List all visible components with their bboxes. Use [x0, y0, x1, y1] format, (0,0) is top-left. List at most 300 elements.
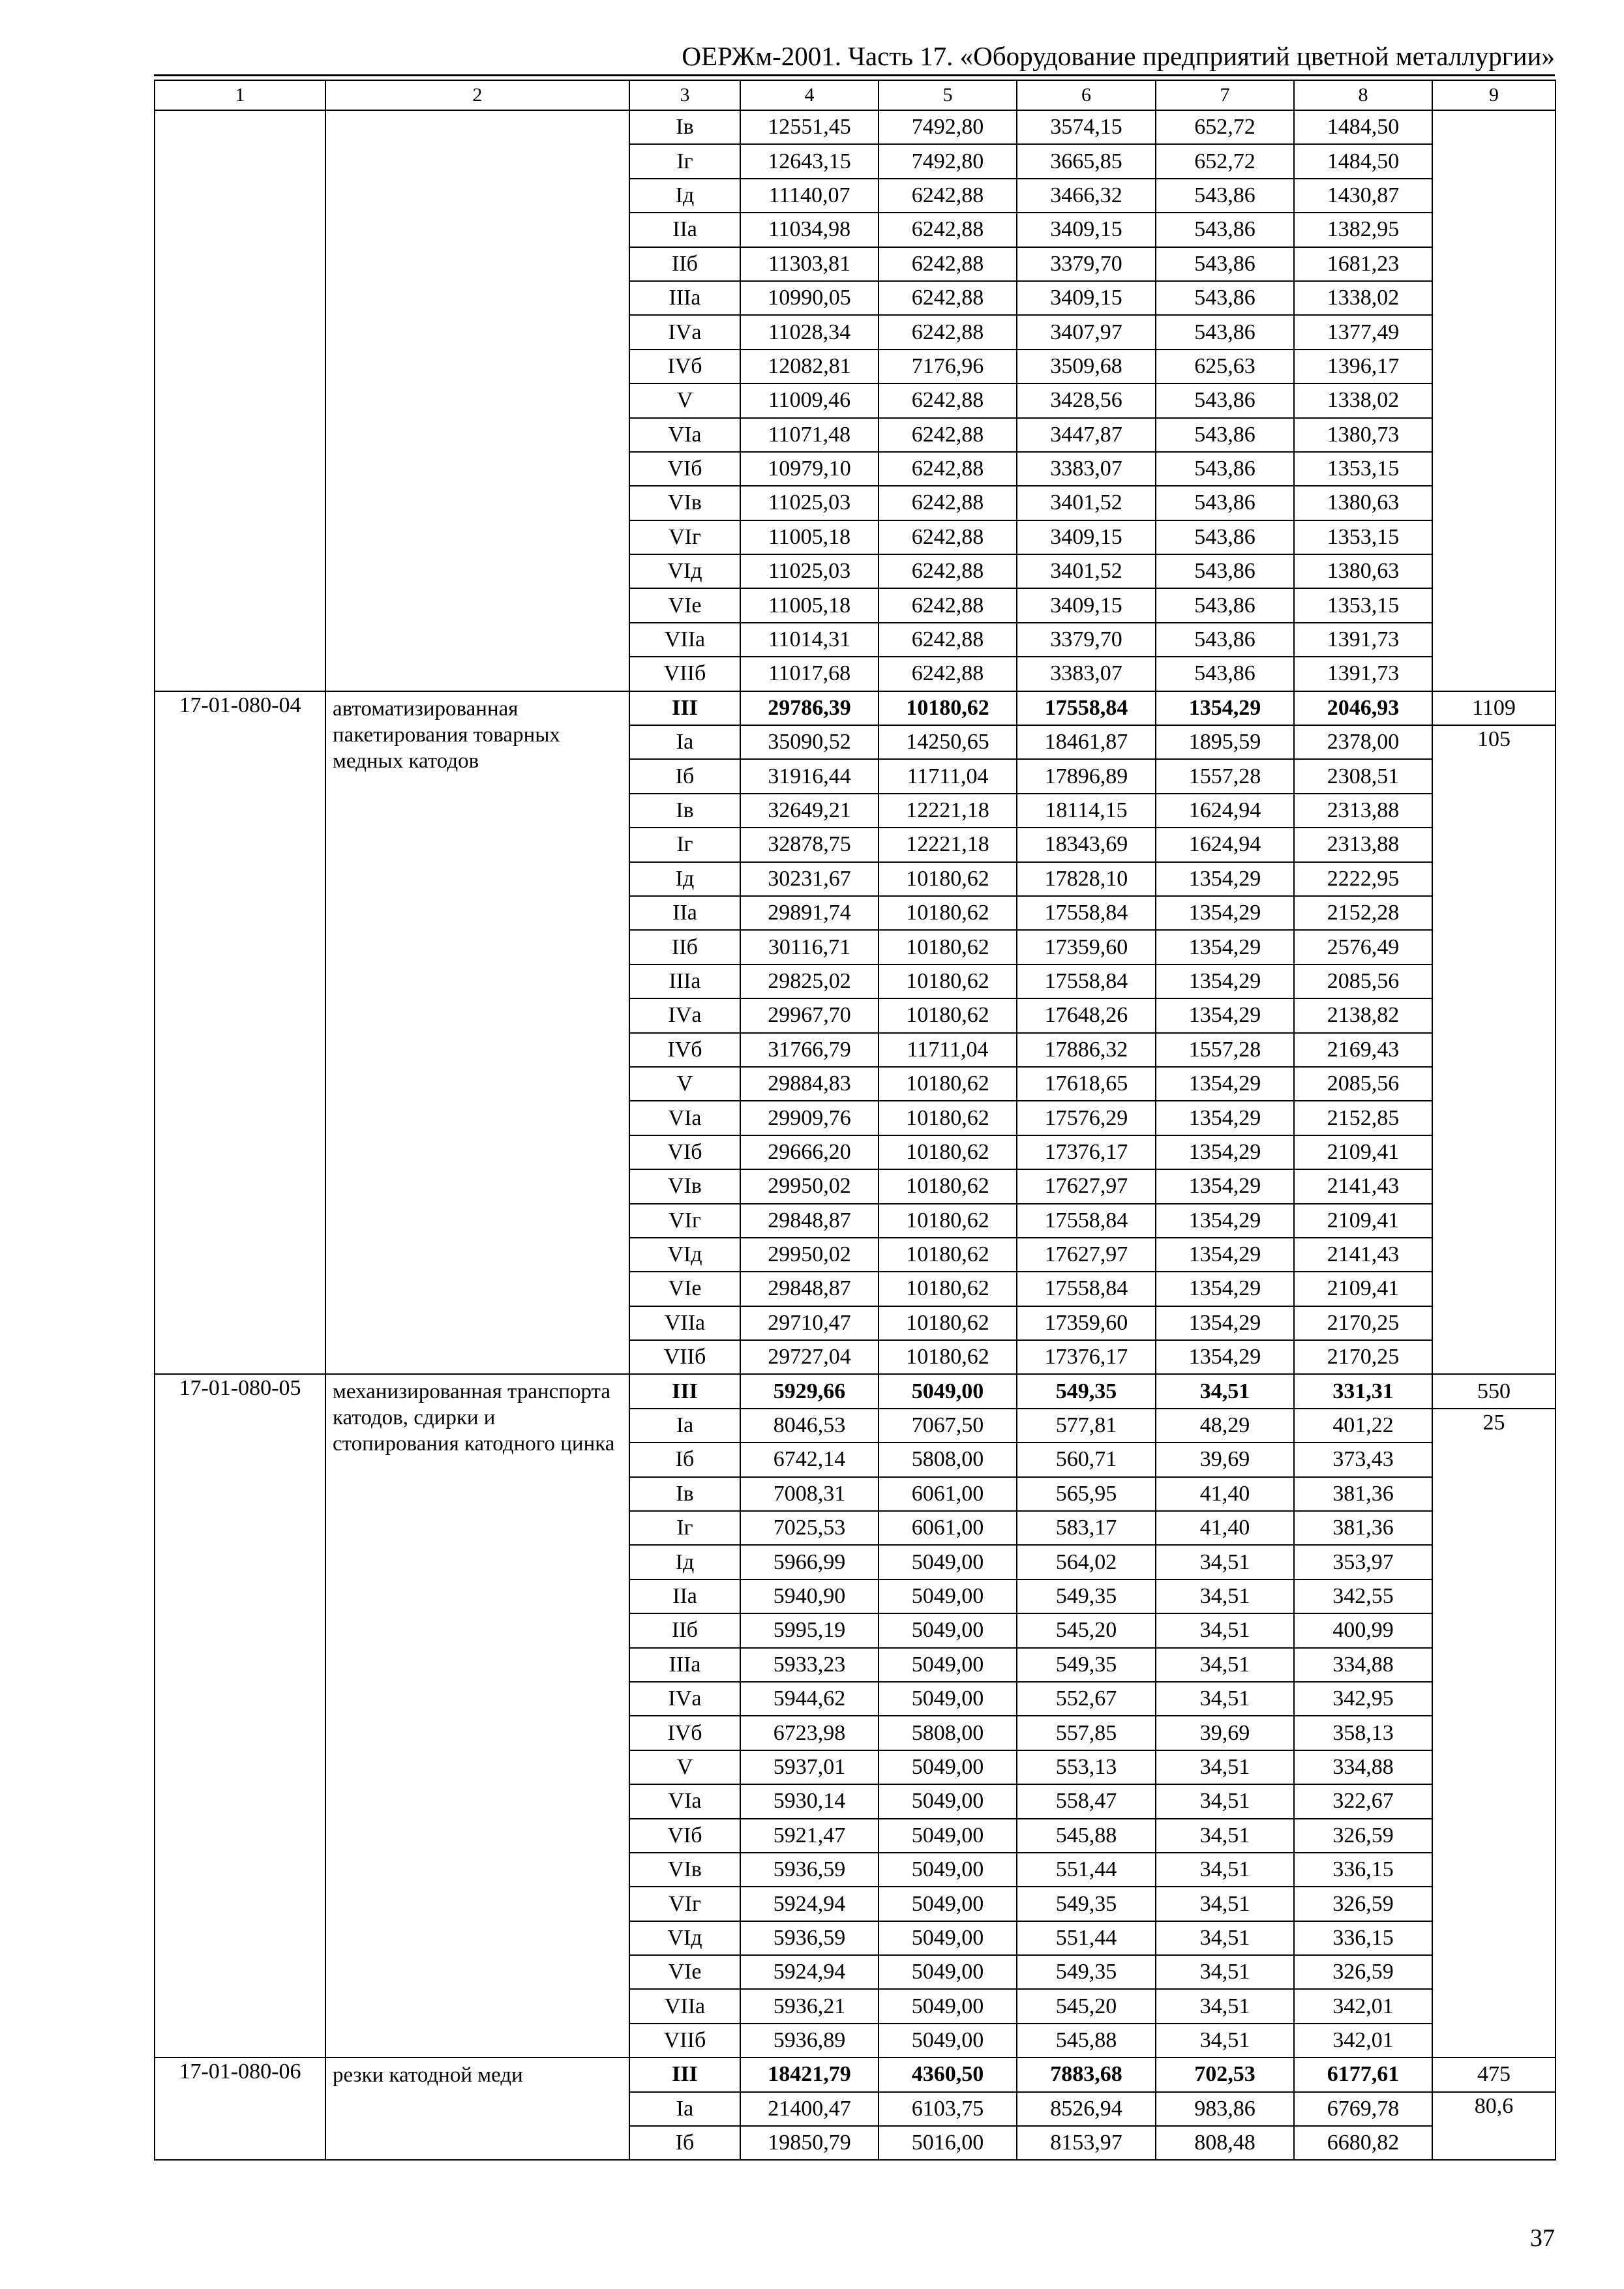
- labor-cost-cell: 5049,00: [879, 1853, 1017, 1887]
- materials-cost-cell: 401,22: [1294, 1409, 1432, 1443]
- operator-wage-cell: 34,51: [1156, 1579, 1294, 1613]
- total-cost-cell: 11140,07: [740, 179, 879, 213]
- operator-wage-cell: 543,86: [1156, 657, 1294, 691]
- page-number: 37: [1530, 2224, 1555, 2252]
- labor-cost-cell: 5049,00: [879, 1750, 1017, 1784]
- operator-wage-cell: 543,86: [1156, 623, 1294, 657]
- operator-wage-cell: 543,86: [1156, 520, 1294, 554]
- zone-cell: VIе: [629, 1955, 740, 1989]
- total-cost-cell: 32649,21: [740, 794, 879, 828]
- total-cost-cell: 5930,14: [740, 1784, 879, 1818]
- zone-cell: VIд: [629, 1238, 740, 1272]
- total-cost-cell: 5936,89: [740, 2024, 879, 2057]
- materials-cost-cell: 326,59: [1294, 1955, 1432, 1989]
- machine-cost-cell: 557,85: [1017, 1716, 1156, 1750]
- page-header: ОЕРЖм-2001. Часть 17. «Оборудование предприятий цветной металлургии»: [682, 41, 1555, 71]
- machine-cost-cell: 17376,17: [1017, 1135, 1156, 1169]
- total-cost-cell: 29950,02: [740, 1169, 879, 1203]
- table-row: [155, 110, 1556, 144]
- materials-cost-cell: 322,67: [1294, 1784, 1432, 1818]
- name-cell: [325, 110, 629, 691]
- labor-cost-cell: 5016,00: [879, 2126, 1017, 2160]
- machine-cost-cell: 3379,70: [1017, 247, 1156, 281]
- labor-cost-cell: 5049,00: [879, 1921, 1017, 1955]
- machine-cost-cell: 3401,52: [1017, 486, 1156, 520]
- total-cost-cell: 5936,59: [740, 1853, 879, 1887]
- operator-wage-cell: 34,51: [1156, 1784, 1294, 1818]
- machine-cost-cell: 565,95: [1017, 1477, 1156, 1511]
- column-number-cell: 8: [1294, 80, 1432, 110]
- machine-cost-cell: 3409,15: [1017, 281, 1156, 315]
- materials-cost-cell: 400,99: [1294, 1613, 1432, 1647]
- zone-cell: IIа: [629, 213, 740, 247]
- materials-cost-cell: 1377,49: [1294, 315, 1432, 349]
- operator-wage-cell: 1354,29: [1156, 862, 1294, 896]
- materials-cost-cell: 1396,17: [1294, 350, 1432, 383]
- zone-cell: VIв: [629, 1169, 740, 1203]
- zone-cell: VIIа: [629, 623, 740, 657]
- zone-cell: VIг: [629, 520, 740, 554]
- zone-cell: IIIа: [629, 1648, 740, 1682]
- materials-cost-cell: 1380,63: [1294, 554, 1432, 588]
- total-cost-cell: 5966,99: [740, 1545, 879, 1579]
- total-cost-cell: 8046,53: [740, 1409, 879, 1443]
- labor-cost-cell: 11711,04: [879, 759, 1017, 793]
- labor-cost-cell: 10180,62: [879, 1067, 1017, 1101]
- total-cost-cell: 29884,83: [740, 1067, 879, 1101]
- total-cost-cell: 10979,10: [740, 452, 879, 486]
- machine-cost-cell: 3401,52: [1017, 554, 1156, 588]
- total-cost-cell: 11005,18: [740, 588, 879, 622]
- labor-cost-cell: 6242,88: [879, 315, 1017, 349]
- materials-cost-cell: 2085,56: [1294, 1067, 1432, 1101]
- zone-cell: Iд: [629, 1545, 740, 1579]
- materials-cost-cell: 373,43: [1294, 1443, 1432, 1476]
- machine-cost-cell: 551,44: [1017, 1853, 1156, 1887]
- extra-cell: 105: [1432, 725, 1556, 1374]
- machine-cost-cell: 17558,84: [1017, 896, 1156, 930]
- labor-cost-cell: 5049,00: [879, 1374, 1017, 1408]
- zone-cell: Iа: [629, 2092, 740, 2126]
- zone-cell: IIб: [629, 930, 740, 964]
- total-cost-cell: 29848,87: [740, 1272, 879, 1306]
- zone-cell: V: [629, 1750, 740, 1784]
- machine-cost-cell: 17558,84: [1017, 1204, 1156, 1238]
- total-cost-cell: 29967,70: [740, 998, 879, 1032]
- machine-cost-cell: 8153,97: [1017, 2126, 1156, 2160]
- total-cost-cell: 29891,74: [740, 896, 879, 930]
- labor-cost-cell: 6242,88: [879, 213, 1017, 247]
- extra-cell: 1109: [1432, 691, 1556, 725]
- materials-cost-cell: 1353,15: [1294, 588, 1432, 622]
- machine-cost-cell: 17627,97: [1017, 1238, 1156, 1272]
- column-number-cell: 3: [629, 80, 740, 110]
- code-cell: 17-01-080-04: [155, 691, 325, 1375]
- operator-wage-cell: 543,86: [1156, 588, 1294, 622]
- materials-cost-cell: 2141,43: [1294, 1238, 1432, 1272]
- zone-cell: IVб: [629, 350, 740, 383]
- zone-cell: IVб: [629, 1033, 740, 1067]
- operator-wage-cell: 543,86: [1156, 247, 1294, 281]
- labor-cost-cell: 6061,00: [879, 1511, 1017, 1545]
- materials-cost-cell: 358,13: [1294, 1716, 1432, 1750]
- total-cost-cell: 5929,66: [740, 1374, 879, 1408]
- operator-wage-cell: 543,86: [1156, 179, 1294, 213]
- total-cost-cell: 6723,98: [740, 1716, 879, 1750]
- operator-wage-cell: 652,72: [1156, 110, 1294, 144]
- machine-cost-cell: 7883,68: [1017, 2057, 1156, 2091]
- total-cost-cell: 5944,62: [740, 1682, 879, 1716]
- operator-wage-cell: 808,48: [1156, 2126, 1294, 2160]
- materials-cost-cell: 1484,50: [1294, 144, 1432, 178]
- machine-cost-cell: 17627,97: [1017, 1169, 1156, 1203]
- machine-cost-cell: 545,20: [1017, 1613, 1156, 1647]
- total-cost-cell: 21400,47: [740, 2092, 879, 2126]
- total-cost-cell: 18421,79: [740, 2057, 879, 2091]
- zone-cell: III: [629, 1374, 740, 1408]
- operator-wage-cell: 34,51: [1156, 1374, 1294, 1408]
- labor-cost-cell: 6061,00: [879, 1477, 1017, 1511]
- machine-cost-cell: 17648,26: [1017, 998, 1156, 1032]
- total-cost-cell: 7025,53: [740, 1511, 879, 1545]
- labor-cost-cell: 10180,62: [879, 691, 1017, 725]
- total-cost-cell: 7008,31: [740, 1477, 879, 1511]
- labor-cost-cell: 12221,18: [879, 828, 1017, 861]
- machine-cost-cell: 549,35: [1017, 1887, 1156, 1921]
- operator-wage-cell: 1354,29: [1156, 691, 1294, 725]
- total-cost-cell: 12643,15: [740, 144, 879, 178]
- labor-cost-cell: 5049,00: [879, 1648, 1017, 1682]
- labor-cost-cell: 7492,80: [879, 110, 1017, 144]
- total-cost-cell: 11025,03: [740, 554, 879, 588]
- labor-cost-cell: 10180,62: [879, 1238, 1017, 1272]
- labor-cost-cell: 6242,88: [879, 383, 1017, 417]
- materials-cost-cell: 1484,50: [1294, 110, 1432, 144]
- total-cost-cell: 5924,94: [740, 1955, 879, 1989]
- labor-cost-cell: 12221,18: [879, 794, 1017, 828]
- operator-wage-cell: 48,29: [1156, 1409, 1294, 1443]
- total-cost-cell: 29909,76: [740, 1101, 879, 1135]
- zone-cell: Iг: [629, 144, 740, 178]
- machine-cost-cell: 545,88: [1017, 2024, 1156, 2057]
- operator-wage-cell: 543,86: [1156, 418, 1294, 452]
- operator-wage-cell: 34,51: [1156, 2024, 1294, 2057]
- materials-cost-cell: 1382,95: [1294, 213, 1432, 247]
- materials-cost-cell: 1380,63: [1294, 486, 1432, 520]
- materials-cost-cell: 6177,61: [1294, 2057, 1432, 2091]
- machine-cost-cell: 552,67: [1017, 1682, 1156, 1716]
- zone-cell: IIIа: [629, 281, 740, 315]
- zone-cell: V: [629, 383, 740, 417]
- total-cost-cell: 29825,02: [740, 965, 879, 998]
- labor-cost-cell: 10180,62: [879, 862, 1017, 896]
- machine-cost-cell: 17828,10: [1017, 862, 1156, 896]
- materials-cost-cell: 353,97: [1294, 1545, 1432, 1579]
- total-cost-cell: 11009,46: [740, 383, 879, 417]
- total-cost-cell: 29848,87: [740, 1204, 879, 1238]
- labor-cost-cell: 6242,88: [879, 623, 1017, 657]
- zone-cell: Iг: [629, 828, 740, 861]
- name-cell: механизированная транспорта катодов, сдирки и стопирования катодного цинка: [325, 1374, 629, 2057]
- total-cost-cell: 11071,48: [740, 418, 879, 452]
- total-cost-cell: 29666,20: [740, 1135, 879, 1169]
- operator-wage-cell: 1557,28: [1156, 759, 1294, 793]
- total-cost-cell: 10990,05: [740, 281, 879, 315]
- total-cost-cell: 11034,98: [740, 213, 879, 247]
- labor-cost-cell: 6242,88: [879, 520, 1017, 554]
- machine-cost-cell: 18343,69: [1017, 828, 1156, 861]
- labor-cost-cell: 10180,62: [879, 965, 1017, 998]
- operator-wage-cell: 1354,29: [1156, 1204, 1294, 1238]
- total-cost-cell: 5937,01: [740, 1750, 879, 1784]
- labor-cost-cell: 10180,62: [879, 998, 1017, 1032]
- materials-cost-cell: 6769,78: [1294, 2092, 1432, 2126]
- total-cost-cell: 5924,94: [740, 1887, 879, 1921]
- total-cost-cell: 19850,79: [740, 2126, 879, 2160]
- materials-cost-cell: 1391,73: [1294, 623, 1432, 657]
- materials-cost-cell: 1391,73: [1294, 657, 1432, 691]
- labor-cost-cell: 11711,04: [879, 1033, 1017, 1067]
- operator-wage-cell: 1354,29: [1156, 1169, 1294, 1203]
- operator-wage-cell: 34,51: [1156, 1750, 1294, 1784]
- materials-cost-cell: 381,36: [1294, 1511, 1432, 1545]
- zone-cell: Iб: [629, 1443, 740, 1476]
- machine-cost-cell: 3383,07: [1017, 452, 1156, 486]
- operator-wage-cell: 543,86: [1156, 554, 1294, 588]
- labor-cost-cell: 7492,80: [879, 144, 1017, 178]
- operator-wage-cell: 543,86: [1156, 383, 1294, 417]
- zone-cell: Iв: [629, 794, 740, 828]
- machine-cost-cell: 3447,87: [1017, 418, 1156, 452]
- labor-cost-cell: 6242,88: [879, 179, 1017, 213]
- zone-cell: VIд: [629, 554, 740, 588]
- materials-cost-cell: 326,59: [1294, 1819, 1432, 1853]
- operator-wage-cell: 34,51: [1156, 1989, 1294, 2023]
- name-cell: автоматизированная пакетирования товарных медных катодов: [325, 691, 629, 1375]
- machine-cost-cell: 549,35: [1017, 1955, 1156, 1989]
- column-number-cell: 4: [740, 80, 879, 110]
- total-cost-cell: 11017,68: [740, 657, 879, 691]
- total-cost-cell: 5921,47: [740, 1819, 879, 1853]
- zone-cell: Iа: [629, 1409, 740, 1443]
- machine-cost-cell: 8526,94: [1017, 2092, 1156, 2126]
- machine-cost-cell: 3466,32: [1017, 179, 1156, 213]
- machine-cost-cell: 545,88: [1017, 1819, 1156, 1853]
- machine-cost-cell: 3509,68: [1017, 350, 1156, 383]
- labor-cost-cell: 5049,00: [879, 1819, 1017, 1853]
- zone-cell: IVа: [629, 1682, 740, 1716]
- operator-wage-cell: 1354,29: [1156, 930, 1294, 964]
- total-cost-cell: 31916,44: [740, 759, 879, 793]
- materials-cost-cell: 342,95: [1294, 1682, 1432, 1716]
- labor-cost-cell: 6242,88: [879, 452, 1017, 486]
- machine-cost-cell: 17558,84: [1017, 691, 1156, 725]
- labor-cost-cell: 6242,88: [879, 418, 1017, 452]
- extra-cell: 475: [1432, 2057, 1556, 2091]
- zone-cell: VIе: [629, 1272, 740, 1306]
- materials-cost-cell: 342,01: [1294, 2024, 1432, 2057]
- operator-wage-cell: 1557,28: [1156, 1033, 1294, 1067]
- labor-cost-cell: 10180,62: [879, 1169, 1017, 1203]
- zone-cell: VIг: [629, 1887, 740, 1921]
- operator-wage-cell: 34,51: [1156, 1853, 1294, 1887]
- materials-cost-cell: 2046,93: [1294, 691, 1432, 725]
- labor-cost-cell: 6242,88: [879, 657, 1017, 691]
- machine-cost-cell: 17886,32: [1017, 1033, 1156, 1067]
- operator-wage-cell: 543,86: [1156, 213, 1294, 247]
- operator-wage-cell: 1354,29: [1156, 1135, 1294, 1169]
- zone-cell: V: [629, 1067, 740, 1101]
- materials-cost-cell: 1353,15: [1294, 520, 1432, 554]
- code-cell: [155, 110, 325, 691]
- operator-wage-cell: 652,72: [1156, 144, 1294, 178]
- materials-cost-cell: 1338,02: [1294, 281, 1432, 315]
- materials-cost-cell: 2222,95: [1294, 862, 1432, 896]
- total-cost-cell: 12082,81: [740, 350, 879, 383]
- header-rule: [154, 74, 1555, 76]
- operator-wage-cell: 1354,29: [1156, 998, 1294, 1032]
- total-cost-cell: 29950,02: [740, 1238, 879, 1272]
- total-cost-cell: 31766,79: [740, 1033, 879, 1067]
- zone-cell: Iв: [629, 1477, 740, 1511]
- materials-cost-cell: 342,01: [1294, 1989, 1432, 2023]
- labor-cost-cell: 5049,00: [879, 2024, 1017, 2057]
- machine-cost-cell: 3379,70: [1017, 623, 1156, 657]
- operator-wage-cell: 34,51: [1156, 1921, 1294, 1955]
- zone-cell: III: [629, 691, 740, 725]
- materials-cost-cell: 2170,25: [1294, 1306, 1432, 1340]
- materials-cost-cell: 331,31: [1294, 1374, 1432, 1408]
- machine-cost-cell: 17558,84: [1017, 965, 1156, 998]
- machine-cost-cell: 549,35: [1017, 1374, 1156, 1408]
- zone-cell: VIб: [629, 1135, 740, 1169]
- total-cost-cell: 29727,04: [740, 1340, 879, 1374]
- labor-cost-cell: 10180,62: [879, 1340, 1017, 1374]
- materials-cost-cell: 2085,56: [1294, 965, 1432, 998]
- operator-wage-cell: 39,69: [1156, 1716, 1294, 1750]
- zone-cell: IVа: [629, 998, 740, 1032]
- labor-cost-cell: 5049,00: [879, 1989, 1017, 2023]
- machine-cost-cell: 553,13: [1017, 1750, 1156, 1784]
- machine-cost-cell: 18114,15: [1017, 794, 1156, 828]
- materials-cost-cell: 6680,82: [1294, 2126, 1432, 2160]
- total-cost-cell: 11025,03: [740, 486, 879, 520]
- code-cell: 17-01-080-05: [155, 1374, 325, 2057]
- total-cost-cell: 30231,67: [740, 862, 879, 896]
- zone-cell: VIб: [629, 452, 740, 486]
- operator-wage-cell: 34,51: [1156, 1682, 1294, 1716]
- materials-cost-cell: 1338,02: [1294, 383, 1432, 417]
- extra-cell: 550: [1432, 1374, 1556, 1408]
- zone-cell: VIIб: [629, 657, 740, 691]
- operator-wage-cell: 34,51: [1156, 1648, 1294, 1682]
- zone-cell: IIIа: [629, 965, 740, 998]
- labor-cost-cell: 10180,62: [879, 1135, 1017, 1169]
- total-cost-cell: 5936,59: [740, 1921, 879, 1955]
- machine-cost-cell: 551,44: [1017, 1921, 1156, 1955]
- materials-cost-cell: 2109,41: [1294, 1135, 1432, 1169]
- column-number-cell: 9: [1432, 80, 1556, 110]
- machine-cost-cell: 560,71: [1017, 1443, 1156, 1476]
- zone-cell: VIе: [629, 588, 740, 622]
- materials-cost-cell: 2170,25: [1294, 1340, 1432, 1374]
- materials-cost-cell: 1380,73: [1294, 418, 1432, 452]
- labor-cost-cell: 5049,00: [879, 1784, 1017, 1818]
- zone-cell: VIIа: [629, 1989, 740, 2023]
- operator-wage-cell: 34,51: [1156, 1545, 1294, 1579]
- labor-cost-cell: 10180,62: [879, 930, 1017, 964]
- zone-cell: VIа: [629, 418, 740, 452]
- machine-cost-cell: 17359,60: [1017, 930, 1156, 964]
- operator-wage-cell: 34,51: [1156, 1819, 1294, 1853]
- machine-cost-cell: 17359,60: [1017, 1306, 1156, 1340]
- operator-wage-cell: 543,86: [1156, 486, 1294, 520]
- zone-cell: VIв: [629, 1853, 740, 1887]
- zone-cell: IIб: [629, 1613, 740, 1647]
- total-cost-cell: 5940,90: [740, 1579, 879, 1613]
- total-cost-cell: 32878,75: [740, 828, 879, 861]
- extra-cell: 25: [1432, 1409, 1556, 2057]
- operator-wage-cell: 34,51: [1156, 1955, 1294, 1989]
- labor-cost-cell: 5049,00: [879, 1613, 1017, 1647]
- extra-cell: 80,6: [1432, 2092, 1556, 2161]
- machine-cost-cell: 17896,89: [1017, 759, 1156, 793]
- operator-wage-cell: 543,86: [1156, 452, 1294, 486]
- materials-cost-cell: 2169,43: [1294, 1033, 1432, 1067]
- materials-cost-cell: 2378,00: [1294, 725, 1432, 759]
- total-cost-cell: 11303,81: [740, 247, 879, 281]
- materials-cost-cell: 336,15: [1294, 1853, 1432, 1887]
- materials-cost-cell: 2109,41: [1294, 1204, 1432, 1238]
- labor-cost-cell: 5049,00: [879, 1955, 1017, 1989]
- machine-cost-cell: 17618,65: [1017, 1067, 1156, 1101]
- machine-cost-cell: 577,81: [1017, 1409, 1156, 1443]
- total-cost-cell: 35090,52: [740, 725, 879, 759]
- zone-cell: III: [629, 2057, 740, 2091]
- machine-cost-cell: 3409,15: [1017, 213, 1156, 247]
- zone-cell: Iд: [629, 862, 740, 896]
- labor-cost-cell: 6242,88: [879, 588, 1017, 622]
- zone-cell: VIIа: [629, 1306, 740, 1340]
- zone-cell: VIIб: [629, 1340, 740, 1374]
- labor-cost-cell: 5808,00: [879, 1716, 1017, 1750]
- operator-wage-cell: 1354,29: [1156, 1272, 1294, 1306]
- column-number-cell: 1: [155, 80, 325, 110]
- operator-wage-cell: 702,53: [1156, 2057, 1294, 2091]
- operator-wage-cell: 543,86: [1156, 315, 1294, 349]
- zone-cell: VIг: [629, 1204, 740, 1238]
- labor-cost-cell: 4360,50: [879, 2057, 1017, 2091]
- materials-cost-cell: 2576,49: [1294, 930, 1432, 964]
- machine-cost-cell: 564,02: [1017, 1545, 1156, 1579]
- machine-cost-cell: 3409,15: [1017, 588, 1156, 622]
- operator-wage-cell: 1624,94: [1156, 794, 1294, 828]
- machine-cost-cell: 17558,84: [1017, 1272, 1156, 1306]
- total-cost-cell: 11028,34: [740, 315, 879, 349]
- zone-cell: IIа: [629, 896, 740, 930]
- materials-cost-cell: 1430,87: [1294, 179, 1432, 213]
- zone-cell: Iг: [629, 1511, 740, 1545]
- materials-cost-cell: 336,15: [1294, 1921, 1432, 1955]
- operator-wage-cell: 1895,59: [1156, 725, 1294, 759]
- materials-cost-cell: 2109,41: [1294, 1272, 1432, 1306]
- labor-cost-cell: 10180,62: [879, 1272, 1017, 1306]
- labor-cost-cell: 7176,96: [879, 350, 1017, 383]
- total-cost-cell: 11014,31: [740, 623, 879, 657]
- zone-cell: VIа: [629, 1784, 740, 1818]
- zone-cell: Iа: [629, 725, 740, 759]
- total-cost-cell: 11005,18: [740, 520, 879, 554]
